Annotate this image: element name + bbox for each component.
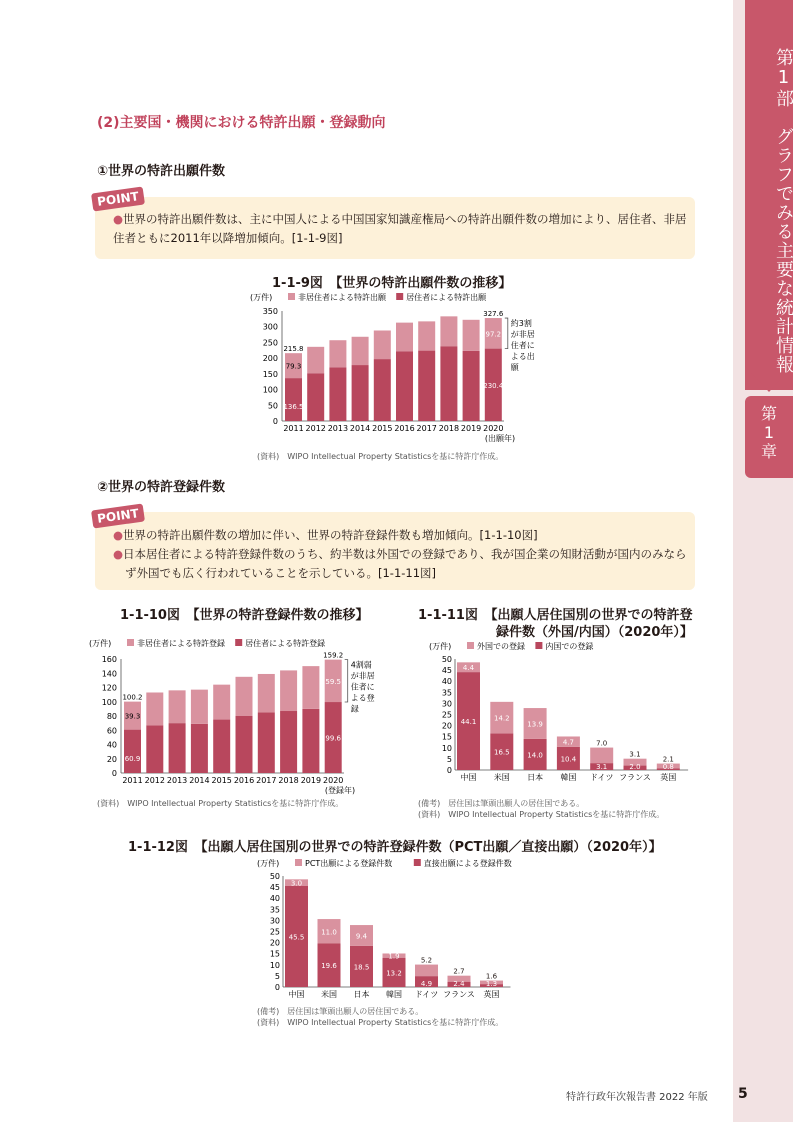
y-tick-6: 120 [101, 683, 117, 693]
label-bottom-6: 0.8 [662, 763, 674, 771]
legend-label-1: 居住者による特許登録 [245, 639, 326, 648]
bar-top-4 [374, 330, 391, 359]
label-bottom-4: 3.1 [596, 763, 608, 771]
y-tick-8: 40 [269, 894, 280, 904]
chapter-label [745, 404, 793, 461]
annotation-line-0: 4割弱 [350, 660, 372, 670]
x-tick-6: 2017 [416, 424, 437, 433]
legend-swatch-0 [467, 642, 474, 649]
y-tick-4: 80 [106, 712, 117, 721]
y-tick-1: 5 [274, 971, 280, 981]
legend-swatch-0 [127, 639, 134, 646]
bar-top-6 [418, 321, 435, 350]
x-tick-5: フランス [619, 773, 651, 782]
subheading-registrations: ②世界の特許登録件数 [97, 480, 226, 495]
annotation-line-4: 録 [350, 704, 359, 714]
label-top-3: 1.9 [388, 952, 400, 961]
y-tick-8: 40 [441, 677, 452, 687]
y-tick-6: 30 [441, 699, 452, 709]
point2-line-1: ●世界の特許出願件数の増加に伴い、世界の特許登録件数も増加傾向。[1-1-10図] [113, 528, 538, 542]
y-tick-4: 20 [441, 721, 452, 731]
label-top-0: 4.4 [462, 664, 475, 673]
y-tick-0: 0 [272, 417, 278, 426]
label-bottom-3: 10.4 [560, 755, 577, 764]
y-tick-8: 160 [101, 655, 117, 664]
x-tick-4: 2015 [372, 424, 393, 433]
bar-top-5 [396, 323, 413, 352]
bar-bottom-0 [124, 730, 141, 773]
label-top-0: 3.0 [290, 879, 303, 888]
x-tick-0: 中国 [460, 773, 477, 782]
x-tick-6: 英国 [483, 990, 500, 999]
label-bottom-1: 16.5 [494, 748, 510, 757]
annotation-bracket [505, 318, 508, 349]
fig11-chart [420, 638, 710, 788]
label-bottom-1: 19.6 [321, 962, 337, 971]
y-tick-6: 300 [262, 322, 278, 332]
y-tick-3: 15 [269, 949, 280, 959]
legend-label-0: 外国での登録 [477, 642, 525, 651]
legend-label-0: 非居住者による特許登録 [137, 639, 225, 648]
label-bottom-2: 14.0 [527, 751, 543, 760]
label-first-bottom: 60.9 [124, 755, 141, 763]
y-tick-6: 30 [269, 916, 280, 926]
label-bottom-2: 18.5 [353, 963, 370, 972]
y-tick-7: 35 [441, 688, 452, 698]
y-tick-5: 100 [101, 697, 117, 707]
y-tick-9: 45 [269, 883, 280, 893]
fig9-source: (資料) WIPO Intellectual Property Statisticsを基に特許庁作成。 [257, 452, 504, 461]
x-tick-7: 2018 [278, 776, 299, 785]
point-label-1: POINT [91, 186, 145, 211]
label-top-4: 7.0 [596, 739, 608, 748]
label-first-bottom: 136.5 [283, 403, 304, 411]
page-number: 5 [738, 1086, 748, 1102]
x-tick-4: ドイツ [414, 990, 439, 999]
annotation-line-3: よる出 [510, 352, 535, 362]
x-tick-2: 日本 [353, 990, 370, 999]
bar-top-2 [329, 340, 346, 367]
fig9-chart [250, 290, 570, 450]
label-bottom-3: 13.2 [386, 969, 402, 978]
bar-bottom-2 [329, 367, 346, 421]
y-tick-0: 0 [274, 983, 280, 992]
y-tick-5: 25 [441, 710, 452, 720]
x-tick-6: 英国 [660, 773, 677, 782]
label-top-3: 4.7 [562, 738, 574, 747]
subheading-applications: ①世界の特許出願件数 [97, 164, 226, 179]
label-first-total: 100.2 [122, 693, 143, 702]
chapter-char-1: 1 [763, 423, 775, 442]
x-tick-3: 2014 [189, 776, 210, 785]
legend-label-1: 直接出願による登録件数 [423, 859, 512, 868]
bar-bottom-1 [307, 373, 324, 421]
chapter-char-2: 章 [760, 442, 777, 461]
y-tick-2: 10 [269, 960, 280, 970]
x-tick-5: 2016 [394, 424, 415, 433]
y-tick-3: 150 [262, 369, 278, 379]
label-bottom-0: 45.5 [288, 933, 305, 942]
bar-top-4 [415, 965, 438, 977]
y-tick-1: 5 [446, 754, 452, 764]
label-top-4: 5.2 [420, 956, 433, 965]
point2-line-2: ●日本居住者による特許登録件数のうち、約半数は外国での登録であり、我が国企業の知財活動が国内のみなら [113, 547, 687, 561]
bar-top-1 [307, 347, 324, 373]
y-tick-7: 35 [269, 905, 280, 915]
y-tick-7: 140 [101, 669, 117, 679]
x-tick-6: 2017 [256, 776, 277, 785]
unit-label: (万件) [250, 293, 273, 302]
bar-bottom-0 [285, 378, 302, 421]
bar-top-8 [463, 320, 480, 351]
section-heading: (2)主要国・機関における特許出願・登録動向 [97, 115, 386, 131]
bar-bottom-7 [440, 346, 457, 421]
legend-label-1: 居住者による特許出願 [406, 293, 487, 302]
point2-line-3: ず外国でも広く行われていることを示している。[1-1-11図] [125, 566, 437, 580]
annotation-bracket [345, 660, 348, 702]
annotation-line-3: よる登 [350, 693, 375, 703]
bar-top-4 [213, 685, 230, 720]
bar-top-4 [590, 748, 613, 764]
label-top-6: 2.1 [662, 755, 674, 764]
point-label-2: POINT [91, 503, 145, 528]
x-axis-label: (登録年) [324, 786, 356, 795]
x-tick-2: 2013 [166, 776, 188, 785]
bar-bottom-8 [302, 709, 319, 773]
y-tick-2: 10 [441, 743, 452, 753]
annotation-line-2: 住者に [350, 682, 375, 692]
legend-swatch-1 [396, 293, 403, 300]
point1-line-1: ●世界の特許出願件数は、主に中国人による中国国家知識産権局への特許出願件数の増加により、居住者、非居 [113, 212, 687, 226]
label-first-top: 79.3 [285, 362, 302, 371]
bar-bottom-4 [374, 359, 391, 421]
y-tick-2: 40 [106, 740, 117, 750]
bar-top-6 [258, 674, 275, 712]
legend-swatch-0 [295, 859, 302, 866]
y-tick-1: 20 [106, 754, 117, 764]
x-tick-5: 2016 [233, 776, 255, 785]
point-text-2 [113, 526, 687, 583]
chapter-char-0: 第 [760, 404, 777, 423]
annotation-line-4: 願 [510, 363, 519, 373]
fig10-source: (資料) WIPO Intellectual Property Statisticsを基に特許庁作成。 [97, 799, 344, 808]
x-tick-2: 2013 [327, 424, 349, 433]
y-tick-3: 60 [106, 726, 117, 736]
bar-bottom-2 [169, 723, 186, 773]
x-tick-3: 2014 [349, 424, 371, 433]
bar-bottom-8 [463, 351, 480, 421]
unit-label: (万件) [429, 642, 452, 651]
bar-top-8 [302, 666, 319, 709]
x-tick-3: 韓国 [386, 990, 402, 999]
x-tick-2: 日本 [527, 773, 544, 782]
label-top-5: 2.7 [453, 967, 465, 976]
point-text-1 [113, 210, 687, 248]
annotation-line-1: が非居 [350, 671, 375, 681]
y-tick-9: 45 [441, 666, 452, 676]
legend-label-1: 内国での登録 [545, 642, 594, 651]
bar-bottom-4 [213, 720, 230, 773]
label-bottom-4: 4.9 [420, 980, 433, 988]
fig12-chart [248, 855, 548, 1005]
point1-line-2: 住者ともに2011年以降増加傾向。[1-1-9図] [113, 231, 343, 245]
x-tick-1: 米国 [321, 990, 337, 999]
bar-bottom-3 [352, 365, 369, 421]
x-tick-1: 米国 [493, 773, 510, 782]
x-tick-8: 2019 [460, 424, 482, 433]
part-label: 第1部 グラフでみる主要な統計情報 [773, 48, 794, 374]
label-top-2: 9.4 [355, 932, 368, 941]
bar-bottom-3 [191, 724, 208, 773]
fig9-title: 1-1-9図 【世界の特許出願件数の推移】 [272, 276, 512, 291]
y-tick-4: 20 [269, 938, 280, 948]
label-bottom-6: 1.3 [485, 980, 498, 988]
x-tick-7: 2018 [438, 424, 460, 433]
label-last-bottom: 230.4 [483, 381, 504, 390]
x-tick-5: フランス [443, 990, 475, 999]
legend-swatch-1 [235, 639, 242, 646]
x-tick-0: 中国 [288, 990, 305, 999]
legend-swatch-1 [414, 859, 421, 866]
fig11-title-line1: 1-1-11図 【出願人居住国別の世界での特許登 [418, 608, 693, 623]
y-tick-1: 50 [267, 401, 278, 411]
fig11-title-line2: 録件数（外国/内国）（2020年）】 [496, 625, 693, 640]
fig10-title: 1-1-10図 【世界の特許登録件数の推移】 [120, 608, 369, 623]
label-top-1: 11.0 [321, 928, 337, 937]
unit-label: (万件) [257, 859, 280, 868]
label-bottom-0: 44.1 [460, 718, 477, 727]
bar-bottom-6 [418, 351, 435, 421]
legend-label-0: PCT出願による登録件数 [305, 859, 393, 868]
x-tick-8: 2019 [300, 776, 322, 785]
bar-top-7 [280, 670, 297, 711]
label-first-total: 215.8 [283, 345, 304, 354]
fig12-note: (備考) 居住国は筆頭出願人の居住国である。 [257, 1007, 424, 1016]
annotation-line-2: 住者に [510, 341, 535, 351]
legend-swatch-1 [535, 642, 542, 649]
label-top-5: 3.1 [629, 750, 641, 759]
x-tick-9: 2020 [483, 424, 504, 433]
bar-top-3 [352, 337, 369, 365]
x-axis-label: (出願年) [484, 434, 516, 443]
y-tick-2: 100 [262, 385, 278, 395]
x-tick-3: 韓国 [560, 773, 577, 782]
x-tick-1: 2012 [305, 424, 326, 433]
legend-swatch-0 [288, 293, 295, 300]
y-tick-5: 25 [269, 927, 280, 937]
fig10-chart [89, 636, 392, 796]
x-tick-4: 2015 [211, 776, 232, 785]
bar-top-7 [440, 316, 457, 346]
y-tick-0: 0 [111, 769, 117, 778]
bar-bottom-5 [396, 351, 413, 421]
label-bottom-5: 2.4 [453, 980, 465, 988]
label-last-top: 97.2 [485, 330, 502, 339]
label-bottom-5: 2.0 [629, 763, 641, 771]
fig11-source: (資料) WIPO Intellectual Property Statisticsを基に特許庁作成。 [418, 810, 665, 819]
legend-label-0: 非居住者による特許出願 [298, 293, 386, 302]
label-last-top: 59.5 [325, 677, 341, 686]
annotation-line-0: 約3割 [510, 319, 532, 329]
x-tick-9: 2020 [323, 776, 344, 785]
y-tick-5: 250 [262, 338, 278, 348]
bar-bottom-5 [236, 716, 253, 773]
bar-top-5 [236, 677, 253, 716]
unit-label: (万件) [89, 639, 112, 648]
label-first-top: 39.3 [124, 712, 141, 721]
x-tick-4: ドイツ [589, 773, 614, 782]
label-top-1: 14.2 [494, 714, 510, 723]
label-top-2: 13.9 [527, 720, 543, 729]
y-tick-3: 15 [441, 732, 452, 742]
label-last-bottom: 99.6 [325, 734, 341, 743]
y-tick-10: 50 [269, 872, 280, 881]
fig12-source: (資料) WIPO Intellectual Property Statisticsを基に特許庁作成。 [257, 1018, 504, 1027]
label-last-total: 159.2 [323, 651, 344, 660]
bar-bottom-1 [146, 725, 163, 773]
y-tick-7: 350 [262, 307, 278, 316]
y-tick-4: 200 [262, 354, 278, 364]
bar-top-2 [169, 690, 186, 723]
annotation-line-1: が非居 [510, 330, 535, 340]
bar-top-3 [191, 690, 208, 724]
x-tick-1: 2012 [144, 776, 165, 785]
fig12-title: 1-1-12図 【出願人居住国別の世界での特許登録件数（PCT出願／直接出願）（2020年）】 [128, 840, 662, 855]
label-last-total: 327.6 [483, 310, 504, 319]
bar-bottom-6 [258, 712, 275, 773]
label-top-6: 1.6 [485, 972, 498, 981]
x-tick-0: 2011 [283, 424, 304, 433]
x-tick-0: 2011 [122, 776, 143, 785]
footer-text: 特許行政年次報告書 2022 年版 [566, 1092, 708, 1103]
bar-top-1 [146, 692, 163, 725]
y-tick-0: 0 [446, 766, 452, 775]
fig11-note: (備考) 居住国は筆頭出願人の居住国である。 [418, 799, 585, 808]
bar-bottom-7 [280, 711, 297, 773]
y-tick-10: 50 [441, 655, 452, 664]
